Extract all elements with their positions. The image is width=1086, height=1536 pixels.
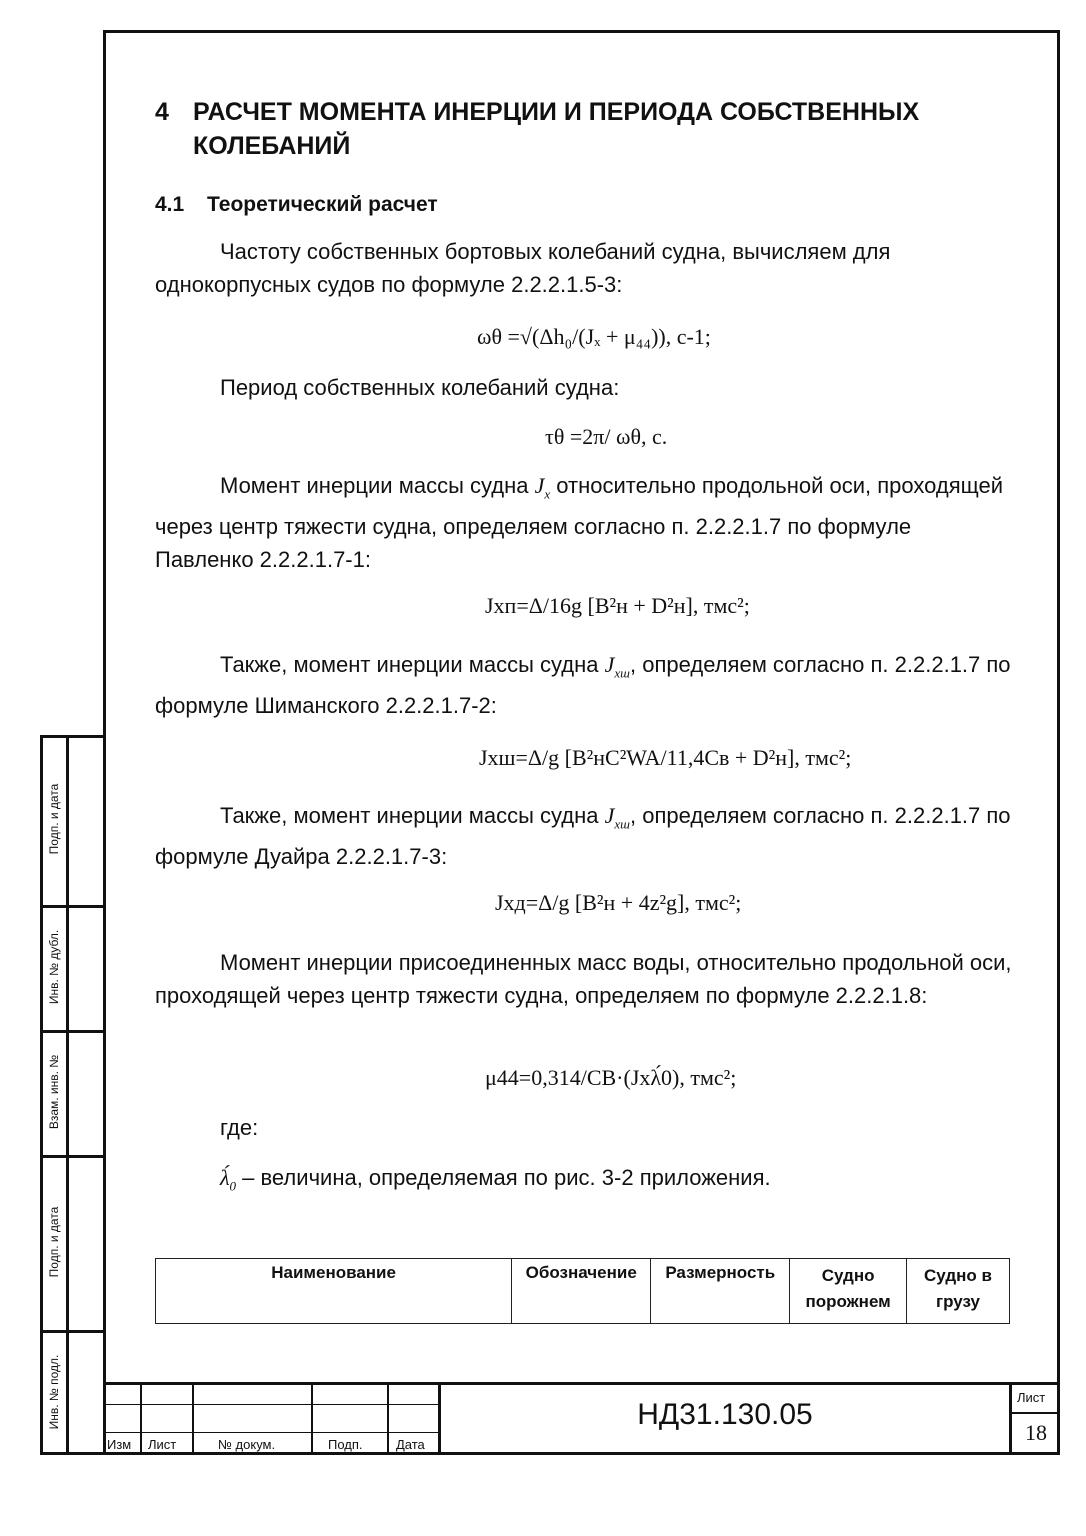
formula-pavlenko: Jхп=Δ/16g [B²н + D²н], тмс²; — [485, 593, 750, 618]
formula-dwyer: Jхд=Δ/g [B²н + 4z²g], тмс²; — [495, 890, 742, 915]
formula-tau: τθ =2π/ ωθ, с. — [545, 424, 668, 449]
paragraph-7: где: — [220, 1115, 259, 1140]
table-header: Судно порожнем — [790, 1259, 907, 1324]
title-col: Дата — [396, 1437, 425, 1452]
sheet-label: Лист — [1017, 1390, 1046, 1405]
paragraph-4: Также, момент инерции массы судна $J_{хш}$, определяем согласно п. 2.2.2.1.7 по формуле Шиманского 2.2.2.1.7-2: — [155, 652, 1011, 719]
data-table — [155, 1258, 1010, 1324]
formula-omega: ωθ =√(Δh₀/(Jₓ + μ₄₄)), с-1; — [477, 324, 711, 349]
title-col: № докум. — [218, 1437, 276, 1452]
stamp-label: Инв. № подл. — [47, 1354, 61, 1430]
stamp-label: Подп. и дата — [47, 783, 61, 855]
paragraph-5: Также, момент инерции массы судна $J_{хш}$, определяем согласно п. 2.2.2.1.7 по формуле Дуайра 2.2.2.1.7-3: — [155, 803, 1011, 870]
formula-mu44: μ44=0,314/CB·(Jxλ́0), тмс²; — [485, 1065, 737, 1090]
title-block — [103, 1382, 1060, 1385]
stamp-label: Взам. инв. № — [47, 1054, 61, 1130]
title-col: Изм — [107, 1437, 132, 1452]
paragraph-8: $\lambdá_0$ – величина, определяемая по рис. 3-2 приложения. — [220, 1165, 771, 1194]
stamp-label: Инв. № дубл. — [47, 929, 61, 1005]
paragraph-2: Период собственных колебаний судна: — [220, 375, 620, 400]
paragraph-6: Момент инерции присоединенных масс воды, относительно продольной оси, проходящей через центр тяжести судна, определяем по формуле 2.2.2.1.8: — [155, 950, 1012, 1008]
table-header-row — [156, 1259, 1010, 1324]
title-col: Подп. — [328, 1437, 363, 1452]
table-header: Обозначение — [512, 1259, 651, 1324]
title-col: Лист — [148, 1437, 177, 1452]
paragraph-3: Момент инерции массы судна $J_x$ относительно продольной оси, проходящей через центр тяжести судна, определяем согласно п. 2.2.2.1.7 по формуле Павленко 2.2.2.1.7-1: — [155, 473, 1004, 573]
formula-shimansky: Jхш=Δ/g [B²нC²WA/11,4Cв + D²н], тмс²; — [479, 745, 852, 770]
table-header: Размерность — [651, 1259, 790, 1324]
table-header: Наименование — [156, 1259, 512, 1324]
paragraph-1: Частоту собственных бортовых колебаний судна, вычисляем для однокорпусных судов по формуле 2.2.2.1.5-3: — [155, 239, 891, 297]
document-code: НД31.130.05 — [637, 1398, 813, 1431]
table-header: Судно в грузу — [906, 1259, 1009, 1324]
stamp-label: Подп. и дата — [47, 1206, 61, 1278]
sheet-number: 18 — [1025, 1420, 1047, 1445]
